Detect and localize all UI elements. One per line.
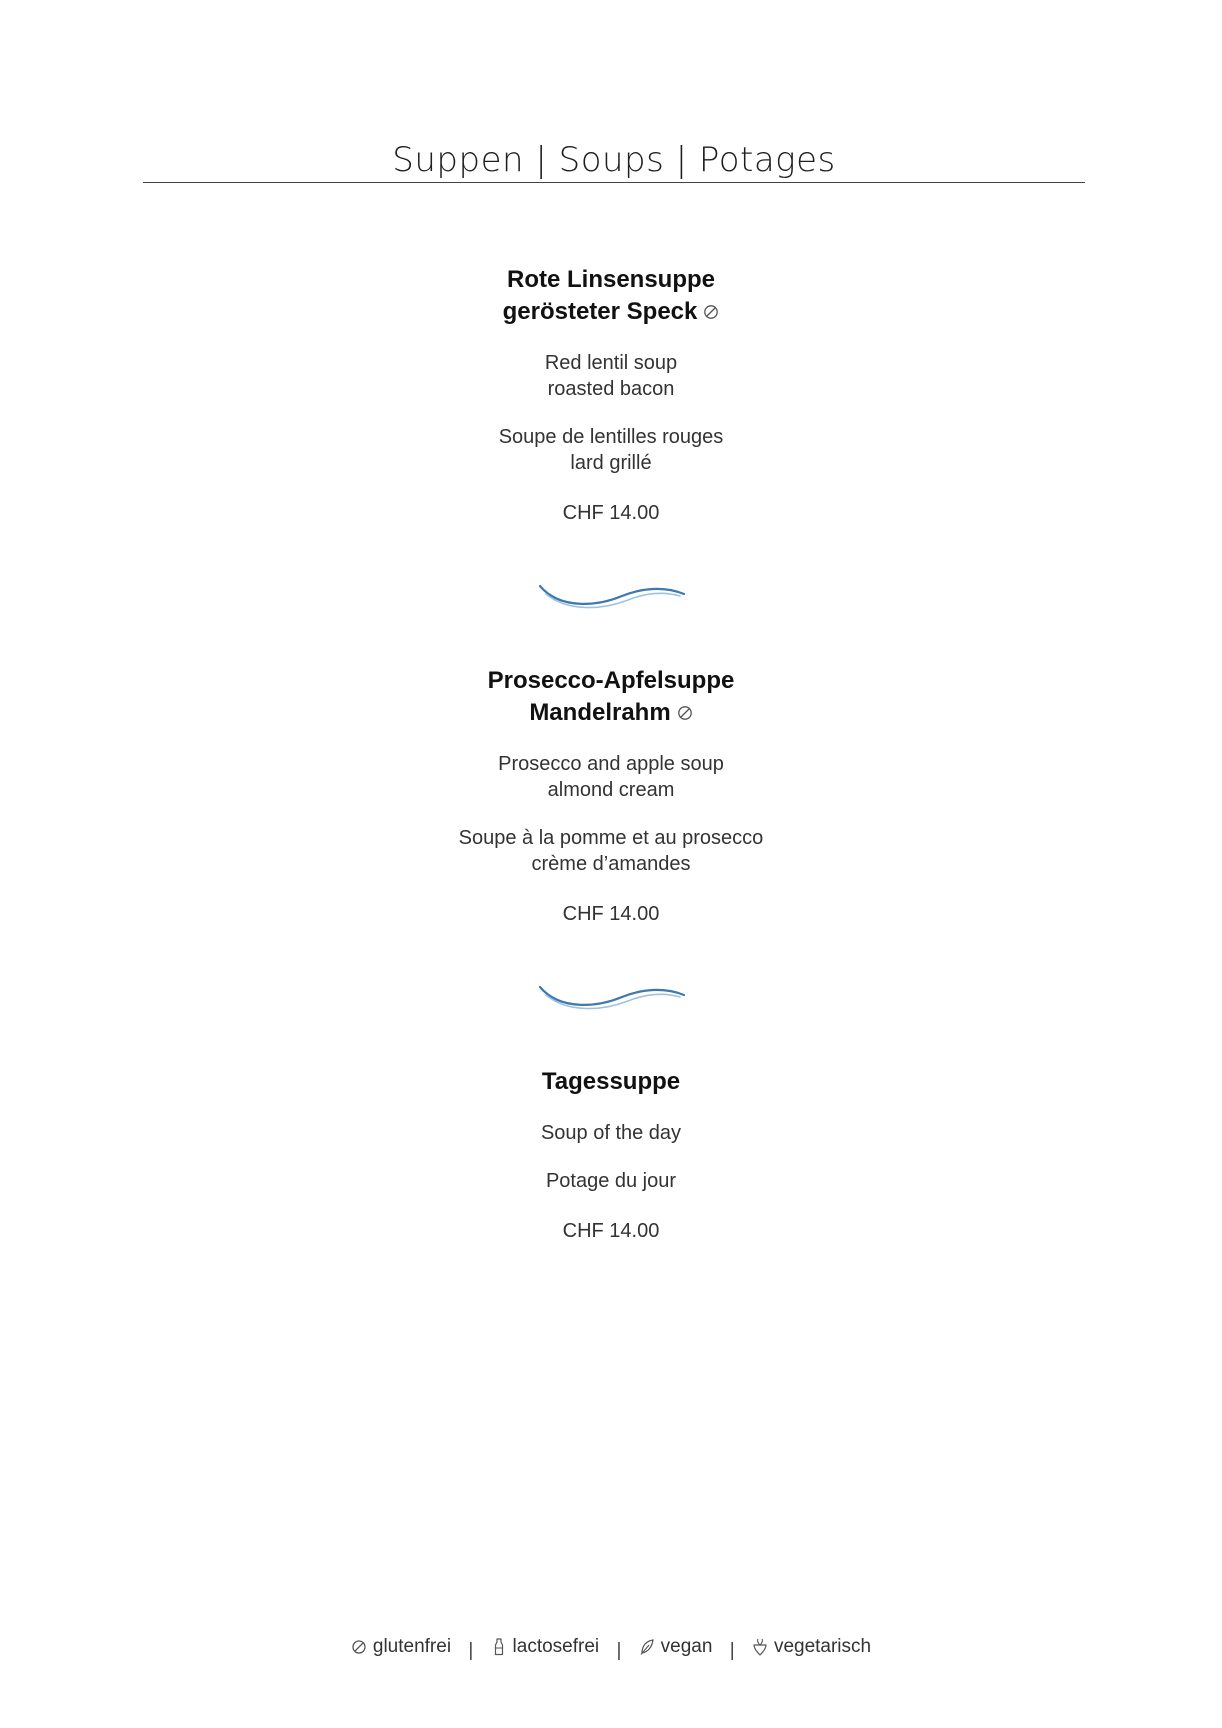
- dish-title-line: Prosecco-Apfelsuppe: [487, 667, 735, 694]
- legend-item-lactosefree: lactosefrei: [491, 1636, 600, 1658]
- dish-item: [0, 665, 1222, 927]
- dish-price: CHF 14.00: [562, 903, 660, 925]
- legend-item-glutenfree: glutenfrei: [351, 1636, 451, 1658]
- glutenfree-icon: [703, 304, 719, 320]
- english-description: Prosecco and apple soup almond cream: [498, 753, 724, 801]
- section-header: [143, 140, 1085, 183]
- legend-separator: |: [468, 1640, 474, 1661]
- dish-item: [0, 1066, 1222, 1244]
- legend-item-vegan: vegan: [639, 1636, 713, 1658]
- dish-title: [0, 665, 1222, 729]
- dish-title-line: Tagessuppe: [541, 1068, 681, 1095]
- english-description: Soup of the day: [540, 1122, 682, 1144]
- dish-title: [0, 264, 1222, 328]
- vegetarian-icon: [752, 1638, 768, 1656]
- english-description: Red lentil soup roasted bacon: [544, 352, 678, 400]
- wave-divider-icon: [538, 580, 686, 616]
- legend-item-vegetarian: vegetarisch: [752, 1636, 871, 1658]
- dish-price: CHF 14.00: [562, 502, 660, 524]
- dish-item: [0, 264, 1222, 526]
- vegan-leaf-icon: [639, 1638, 655, 1656]
- french-description: Potage du jour: [545, 1170, 677, 1192]
- legend-separator: |: [616, 1640, 622, 1661]
- dietary-legend: [0, 1636, 1222, 1662]
- lactosefree-icon: [491, 1638, 507, 1656]
- french-description: Soupe de lentilles rouges lard grillé: [498, 426, 724, 474]
- dish-title-line: Mandelrahm: [0, 697, 1222, 729]
- page-title: Suppen | Soups | Potages: [392, 140, 836, 180]
- dish-title-line: gerösteter Speck: [0, 296, 1222, 328]
- dish-title-line: Rote Linsensuppe: [506, 266, 716, 293]
- glutenfree-icon: [677, 705, 693, 721]
- french-description: Soupe à la pomme et au prosecco crème d’amandes: [458, 827, 764, 875]
- glutenfree-icon: [351, 1638, 367, 1656]
- wave-divider-icon: [538, 981, 686, 1017]
- legend-separator: |: [729, 1640, 735, 1661]
- dish-price: CHF 14.00: [562, 1220, 660, 1242]
- dish-title: [0, 1066, 1222, 1098]
